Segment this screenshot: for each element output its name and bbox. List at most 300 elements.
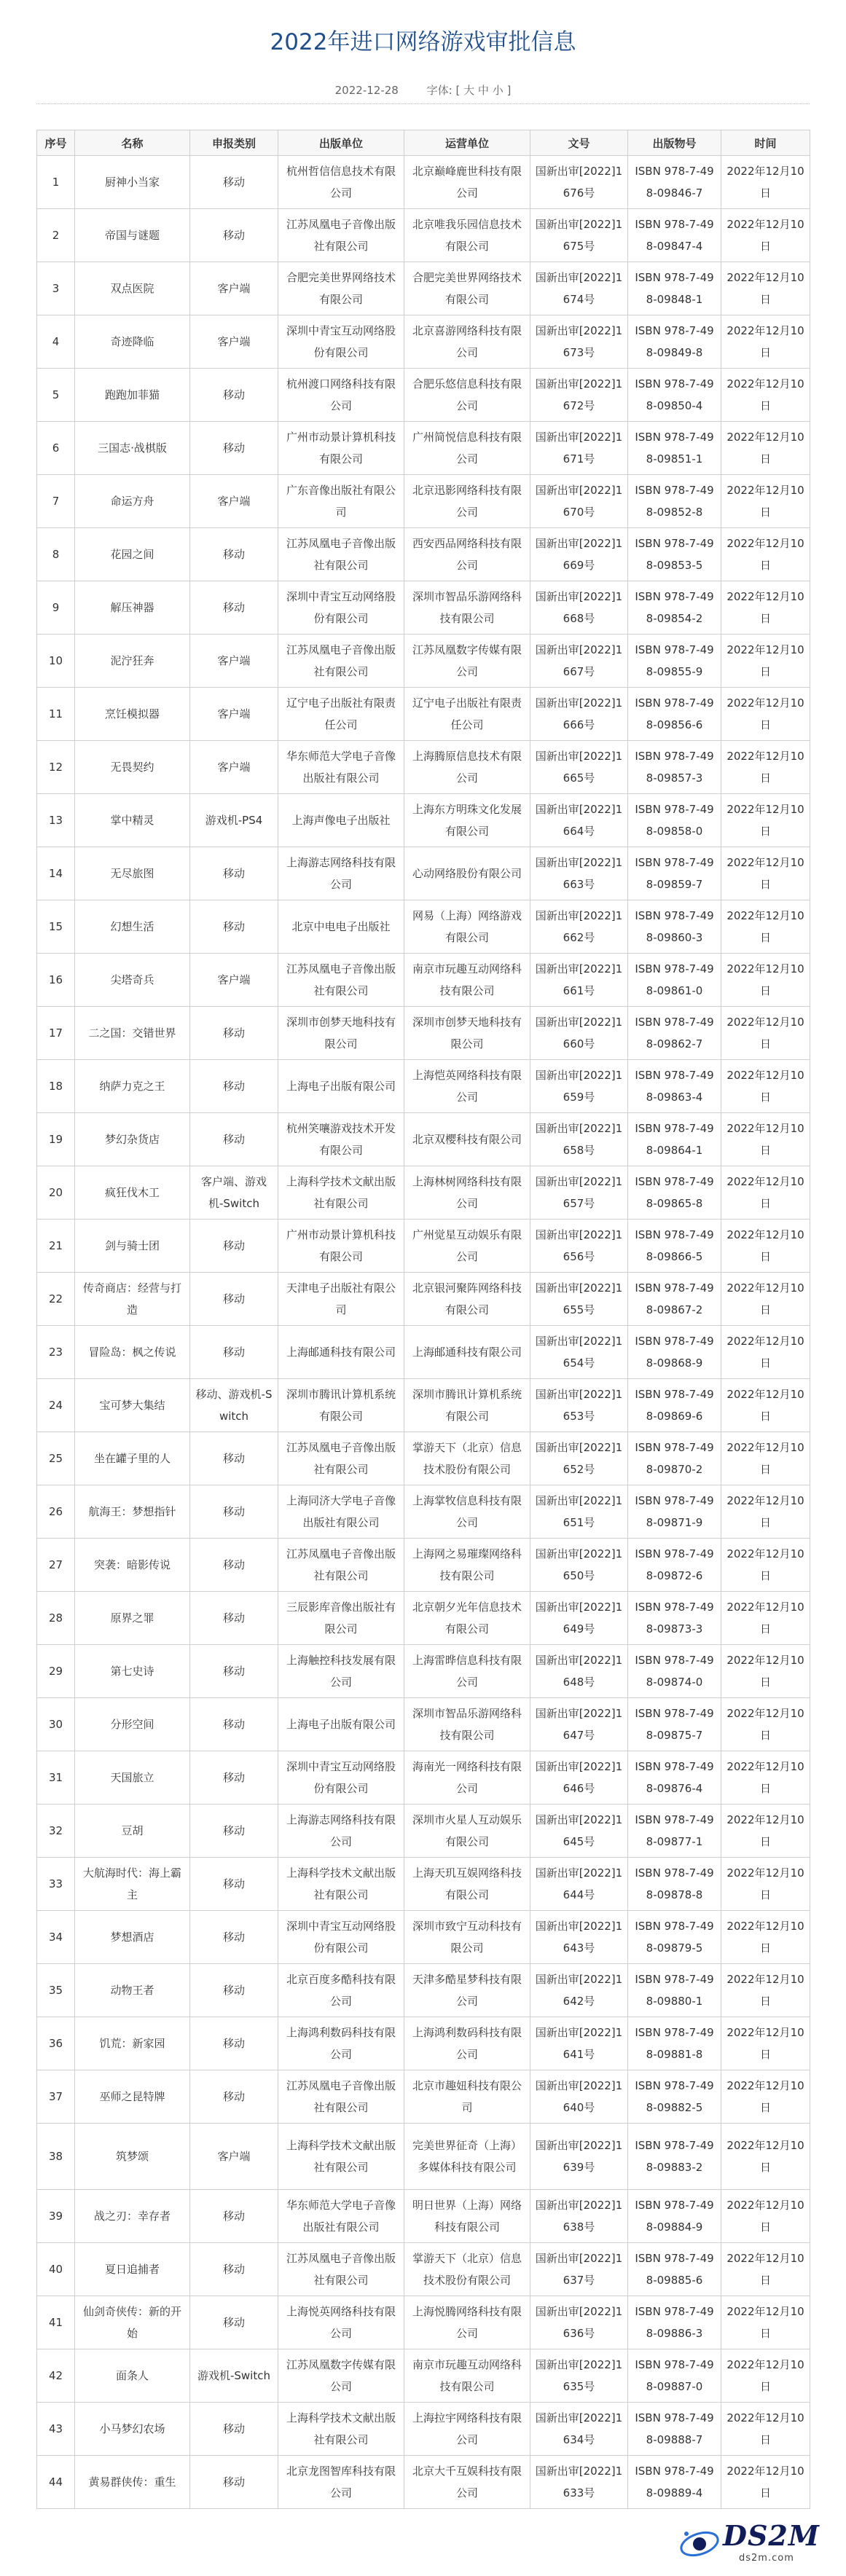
cell-date: 2022年12月10日 xyxy=(721,2403,810,2456)
cell-index: 18 xyxy=(37,1060,75,1113)
table-row xyxy=(37,1273,810,1326)
cell-approval-number: 国新出审[2022]1660号 xyxy=(530,1007,628,1060)
cell-category: 移动 xyxy=(190,1273,278,1326)
table-row xyxy=(37,1911,810,1964)
table-row xyxy=(37,156,810,209)
header-approval-number: 文号 xyxy=(530,130,628,156)
table-row xyxy=(37,2296,810,2349)
cell-operator: 上海悦腾网络科技有限公司 xyxy=(404,2296,530,2349)
cell-name: 剑与骑士团 xyxy=(75,1220,190,1273)
cell-publisher: 北京百度多酷科技有限公司 xyxy=(278,1964,404,2017)
cell-publisher: 合肥完美世界网络技术有限公司 xyxy=(278,262,404,315)
table-row xyxy=(37,1060,810,1113)
cell-isbn: ISBN 978-7-498-09888-7 xyxy=(628,2403,721,2456)
cell-publisher: 上海鸿利数码科技有限公司 xyxy=(278,2017,404,2070)
cell-approval-number: 国新出审[2022]1672号 xyxy=(530,369,628,422)
cell-index: 36 xyxy=(37,2017,75,2070)
cell-category: 移动 xyxy=(190,1220,278,1273)
cell-index: 6 xyxy=(37,422,75,475)
cell-publisher: 上海悦英网络科技有限公司 xyxy=(278,2296,404,2349)
table-row xyxy=(37,209,810,262)
cell-index: 2 xyxy=(37,209,75,262)
header-date: 时间 xyxy=(721,130,810,156)
cell-name: 疯狂伐木工 xyxy=(75,1166,190,1220)
article-meta xyxy=(0,82,846,98)
cell-index: 19 xyxy=(37,1113,75,1166)
cell-operator: 北京双樱科技有限公司 xyxy=(404,1113,530,1166)
table-row xyxy=(37,2124,810,2190)
cell-isbn: ISBN 978-7-498-09864-1 xyxy=(628,1113,721,1166)
cell-category: 移动 xyxy=(190,2403,278,2456)
cell-approval-number: 国新出审[2022]1650号 xyxy=(530,1539,628,1592)
table-row xyxy=(37,635,810,688)
header-operator: 运营单位 xyxy=(404,130,530,156)
cell-index: 21 xyxy=(37,1220,75,1273)
cell-approval-number: 国新出审[2022]1655号 xyxy=(530,1273,628,1326)
cell-publisher: 辽宁电子出版社有限责任公司 xyxy=(278,688,404,741)
cell-name: 命运方舟 xyxy=(75,475,190,528)
cell-category: 游戏机-PS4 xyxy=(190,794,278,847)
table-row xyxy=(37,900,810,954)
cell-operator: 上海网之易璀璨网络科技有限公司 xyxy=(404,1539,530,1592)
cell-isbn: ISBN 978-7-498-09858-0 xyxy=(628,794,721,847)
cell-operator: 北京银河聚阵网络科技有限公司 xyxy=(404,1273,530,1326)
table-row xyxy=(37,2243,810,2296)
cell-operator: 广州简悦信息科技有限公司 xyxy=(404,422,530,475)
cell-name: 无尽旅图 xyxy=(75,847,190,900)
cell-publisher: 江苏凤凰电子音像出版社有限公司 xyxy=(278,2070,404,2124)
cell-date: 2022年12月10日 xyxy=(721,1485,810,1539)
cell-date: 2022年12月10日 xyxy=(721,1113,810,1166)
cell-isbn: ISBN 978-7-498-09861-0 xyxy=(628,954,721,1007)
cell-category: 移动 xyxy=(190,209,278,262)
cell-index: 17 xyxy=(37,1007,75,1060)
cell-operator: 深圳市腾讯计算机系统有限公司 xyxy=(404,1379,530,1432)
cell-publisher: 深圳中青宝互动网络股份有限公司 xyxy=(278,315,404,369)
cell-name: 跑跑加菲猫 xyxy=(75,369,190,422)
cell-date: 2022年12月10日 xyxy=(721,1645,810,1698)
cell-name: 双点医院 xyxy=(75,262,190,315)
cell-isbn: ISBN 978-7-498-09886-3 xyxy=(628,2296,721,2349)
watermark-url: ds2m.com xyxy=(739,2553,794,2564)
cell-operator: 上海雷晔信息科技有限公司 xyxy=(404,1645,530,1698)
cell-category: 移动 xyxy=(190,422,278,475)
cell-publisher: 江苏凤凰电子音像出版社有限公司 xyxy=(278,954,404,1007)
cell-approval-number: 国新出审[2022]1635号 xyxy=(530,2349,628,2403)
cell-operator: 明日世界（上海）网络科技有限公司 xyxy=(404,2190,530,2243)
cell-category: 移动 xyxy=(190,1911,278,1964)
watermark xyxy=(678,2519,831,2567)
cell-name: 小马梦幻农场 xyxy=(75,2403,190,2456)
table-row xyxy=(37,315,810,369)
cell-name: 厨神小当家 xyxy=(75,156,190,209)
cell-date: 2022年12月10日 xyxy=(721,315,810,369)
cell-category: 移动 xyxy=(190,156,278,209)
cell-name: 奇迹降临 xyxy=(75,315,190,369)
cell-index: 28 xyxy=(37,1592,75,1645)
cell-publisher: 江苏凤凰电子音像出版社有限公司 xyxy=(278,1539,404,1592)
table-row xyxy=(37,2403,810,2456)
cell-operator: 掌游天下（北京）信息技术股份有限公司 xyxy=(404,1432,530,1485)
cell-operator: 上海鸿利数码科技有限公司 xyxy=(404,2017,530,2070)
cell-operator: 北京市趣妞科技有限公司 xyxy=(404,2070,530,2124)
cell-name: 战之刃：幸存者 xyxy=(75,2190,190,2243)
cell-isbn: ISBN 978-7-498-09873-3 xyxy=(628,1592,721,1645)
cell-name: 三国志·战棋版 xyxy=(75,422,190,475)
cell-name: 幻想生活 xyxy=(75,900,190,954)
cell-index: 5 xyxy=(37,369,75,422)
cell-approval-number: 国新出审[2022]1641号 xyxy=(530,2017,628,2070)
cell-name: 饥荒：新家园 xyxy=(75,2017,190,2070)
cell-operator: 上海林树网络科技有限公司 xyxy=(404,1166,530,1220)
table-row xyxy=(37,1326,810,1379)
cell-index: 33 xyxy=(37,1858,75,1911)
cell-publisher: 江苏凤凰电子音像出版社有限公司 xyxy=(278,1432,404,1485)
cell-category: 客户端 xyxy=(190,2124,278,2190)
cell-operator: 合肥乐悠信息科技有限公司 xyxy=(404,369,530,422)
table-row xyxy=(37,581,810,635)
cell-operator: 海南光一网络科技有限公司 xyxy=(404,1751,530,1805)
cell-index: 7 xyxy=(37,475,75,528)
table-row xyxy=(37,1539,810,1592)
header-isbn: 出版物号 xyxy=(628,130,721,156)
cell-date: 2022年12月10日 xyxy=(721,528,810,581)
cell-approval-number: 国新出审[2022]1656号 xyxy=(530,1220,628,1273)
cell-approval-number: 国新出审[2022]1652号 xyxy=(530,1432,628,1485)
cell-publisher: 上海科学技术文献出版社有限公司 xyxy=(278,2124,404,2190)
cell-date: 2022年12月10日 xyxy=(721,1911,810,1964)
cell-index: 14 xyxy=(37,847,75,900)
cell-operator: 上海东方明珠文化发展有限公司 xyxy=(404,794,530,847)
cell-isbn: ISBN 978-7-498-09879-5 xyxy=(628,1911,721,1964)
cell-name: 纳萨力克之王 xyxy=(75,1060,190,1113)
table-row xyxy=(37,369,810,422)
cell-date: 2022年12月10日 xyxy=(721,209,810,262)
header-index: 序号 xyxy=(37,130,75,156)
cell-category: 移动 xyxy=(190,581,278,635)
cell-isbn: ISBN 978-7-498-09860-3 xyxy=(628,900,721,954)
cell-name: 夏日追捕者 xyxy=(75,2243,190,2296)
cell-approval-number: 国新出审[2022]1664号 xyxy=(530,794,628,847)
cell-date: 2022年12月10日 xyxy=(721,2296,810,2349)
cell-date: 2022年12月10日 xyxy=(721,581,810,635)
cell-operator: 北京迅影网络科技有限公司 xyxy=(404,475,530,528)
cell-index: 27 xyxy=(37,1539,75,1592)
cell-date: 2022年12月10日 xyxy=(721,900,810,954)
table-row xyxy=(37,1220,810,1273)
cell-publisher: 江苏凤凰电子音像出版社有限公司 xyxy=(278,2243,404,2296)
cell-isbn: ISBN 978-7-498-09875-7 xyxy=(628,1698,721,1751)
cell-name: 梦幻杂货店 xyxy=(75,1113,190,1166)
cell-approval-number: 国新出审[2022]1636号 xyxy=(530,2296,628,2349)
cell-isbn: ISBN 978-7-498-09853-5 xyxy=(628,528,721,581)
cell-index: 11 xyxy=(37,688,75,741)
cell-isbn: ISBN 978-7-498-09889-4 xyxy=(628,2456,721,2509)
cell-isbn: ISBN 978-7-498-09862-7 xyxy=(628,1007,721,1060)
header-publisher: 出版单位 xyxy=(278,130,404,156)
cell-date: 2022年12月10日 xyxy=(721,369,810,422)
cell-date: 2022年12月10日 xyxy=(721,1060,810,1113)
cell-publisher: 华东师范大学电子音像出版社有限公司 xyxy=(278,2190,404,2243)
font-size-large-button[interactable]: 大 xyxy=(463,84,475,97)
cell-publisher: 上海科学技术文献出版社有限公司 xyxy=(278,1166,404,1220)
cell-name: 传奇商店：经营与打造 xyxy=(75,1273,190,1326)
cell-index: 29 xyxy=(37,1645,75,1698)
font-size-label: 字体: xyxy=(426,84,453,97)
cell-operator: 广州觉星互动娱乐有限公司 xyxy=(404,1220,530,1273)
cell-publisher: 广东音像出版社有限公司 xyxy=(278,475,404,528)
cell-name: 尖塔奇兵 xyxy=(75,954,190,1007)
cell-approval-number: 国新出审[2022]1675号 xyxy=(530,209,628,262)
cell-approval-number: 国新出审[2022]1666号 xyxy=(530,688,628,741)
cell-date: 2022年12月10日 xyxy=(721,2456,810,2509)
cell-date: 2022年12月10日 xyxy=(721,1751,810,1805)
cell-name: 原界之罪 xyxy=(75,1592,190,1645)
cell-category: 移动 xyxy=(190,900,278,954)
cell-publisher: 华东师范大学电子音像出版社有限公司 xyxy=(278,741,404,794)
cell-category: 客户端 xyxy=(190,635,278,688)
cell-approval-number: 国新出审[2022]1669号 xyxy=(530,528,628,581)
cell-approval-number: 国新出审[2022]1653号 xyxy=(530,1379,628,1432)
cell-date: 2022年12月10日 xyxy=(721,2124,810,2190)
cell-name: 宝可梦大集结 xyxy=(75,1379,190,1432)
cell-name: 梦想酒店 xyxy=(75,1911,190,1964)
cell-approval-number: 国新出审[2022]1645号 xyxy=(530,1805,628,1858)
cell-approval-number: 国新出审[2022]1657号 xyxy=(530,1166,628,1220)
cell-name: 掌中精灵 xyxy=(75,794,190,847)
cell-date: 2022年12月10日 xyxy=(721,1805,810,1858)
cell-operator: 深圳市致宁互动科技有限公司 xyxy=(404,1911,530,1964)
publish-date: 2022-12-28 xyxy=(334,84,399,97)
cell-isbn: ISBN 978-7-498-09877-1 xyxy=(628,1805,721,1858)
cell-date: 2022年12月10日 xyxy=(721,2070,810,2124)
cell-category: 移动 xyxy=(190,369,278,422)
cell-date: 2022年12月10日 xyxy=(721,1698,810,1751)
cell-index: 24 xyxy=(37,1379,75,1432)
cell-index: 3 xyxy=(37,262,75,315)
cell-isbn: ISBN 978-7-498-09868-9 xyxy=(628,1326,721,1379)
cell-date: 2022年12月10日 xyxy=(721,2349,810,2403)
cell-publisher: 北京中电电子出版社 xyxy=(278,900,404,954)
cell-publisher: 江苏凤凰电子音像出版社有限公司 xyxy=(278,528,404,581)
cell-index: 40 xyxy=(37,2243,75,2296)
table-row xyxy=(37,1858,810,1911)
cell-name: 动物王者 xyxy=(75,1964,190,2017)
cell-operator: 北京唯我乐园信息技术有限公司 xyxy=(404,209,530,262)
table-row xyxy=(37,262,810,315)
cell-index: 38 xyxy=(37,2124,75,2190)
cell-approval-number: 国新出审[2022]1651号 xyxy=(530,1485,628,1539)
cell-date: 2022年12月10日 xyxy=(721,1964,810,2017)
font-size-medium-button[interactable]: 中 xyxy=(477,84,489,97)
cell-name: 大航海时代：海上霸主 xyxy=(75,1858,190,1911)
table-row xyxy=(37,1698,810,1751)
cell-operator: 辽宁电子出版社有限责任公司 xyxy=(404,688,530,741)
cell-name: 帝国与谜题 xyxy=(75,209,190,262)
cell-date: 2022年12月10日 xyxy=(721,422,810,475)
cell-publisher: 北京龙图智库科技有限公司 xyxy=(278,2456,404,2509)
cell-approval-number: 国新出审[2022]1662号 xyxy=(530,900,628,954)
table-row xyxy=(37,1751,810,1805)
cell-operator: 上海天玑互娱网络科技有限公司 xyxy=(404,1858,530,1911)
cell-operator: 合肥完美世界网络技术有限公司 xyxy=(404,262,530,315)
cell-operator: 天津多酷星梦科技有限公司 xyxy=(404,1964,530,2017)
table-row xyxy=(37,2070,810,2124)
cell-isbn: ISBN 978-7-498-09857-3 xyxy=(628,741,721,794)
cell-index: 30 xyxy=(37,1698,75,1751)
cell-category: 移动 xyxy=(190,2190,278,2243)
cell-category: 移动 xyxy=(190,1113,278,1166)
cell-isbn: ISBN 978-7-498-09870-2 xyxy=(628,1432,721,1485)
cell-index: 37 xyxy=(37,2070,75,2124)
cell-category: 客户端 xyxy=(190,688,278,741)
cell-index: 44 xyxy=(37,2456,75,2509)
table-row xyxy=(37,2190,810,2243)
cell-date: 2022年12月10日 xyxy=(721,1432,810,1485)
cell-name: 巫师之昆特牌 xyxy=(75,2070,190,2124)
cell-publisher: 上海科学技术文献出版社有限公司 xyxy=(278,1858,404,1911)
cell-publisher: 江苏凤凰数字传媒有限公司 xyxy=(278,2349,404,2403)
cell-index: 34 xyxy=(37,1911,75,1964)
cell-approval-number: 国新出审[2022]1643号 xyxy=(530,1911,628,1964)
cell-index: 31 xyxy=(37,1751,75,1805)
cell-index: 8 xyxy=(37,528,75,581)
cell-date: 2022年12月10日 xyxy=(721,2190,810,2243)
cell-isbn: ISBN 978-7-498-09865-8 xyxy=(628,1166,721,1220)
cell-index: 41 xyxy=(37,2296,75,2349)
cell-isbn: ISBN 978-7-498-09859-7 xyxy=(628,847,721,900)
cell-isbn: ISBN 978-7-498-09854-2 xyxy=(628,581,721,635)
cell-publisher: 广州市动景计算机科技有限公司 xyxy=(278,1220,404,1273)
cell-isbn: ISBN 978-7-498-09878-8 xyxy=(628,1858,721,1911)
cell-date: 2022年12月10日 xyxy=(721,2017,810,2070)
cell-isbn: ISBN 978-7-498-09871-9 xyxy=(628,1485,721,1539)
cell-publisher: 上海电子出版有限公司 xyxy=(278,1060,404,1113)
cell-approval-number: 国新出审[2022]1639号 xyxy=(530,2124,628,2190)
cell-approval-number: 国新出审[2022]1667号 xyxy=(530,635,628,688)
table-row xyxy=(37,794,810,847)
cell-index: 39 xyxy=(37,2190,75,2243)
cell-category: 移动 xyxy=(190,1007,278,1060)
cell-isbn: ISBN 978-7-498-09846-7 xyxy=(628,156,721,209)
table-row xyxy=(37,422,810,475)
table-row xyxy=(37,847,810,900)
cell-isbn: ISBN 978-7-498-09872-6 xyxy=(628,1539,721,1592)
cell-isbn: ISBN 978-7-498-09880-1 xyxy=(628,1964,721,2017)
cell-approval-number: 国新出审[2022]1648号 xyxy=(530,1645,628,1698)
cell-name: 坐在罐子里的人 xyxy=(75,1432,190,1485)
cell-operator: 完美世界征奇（上海）多媒体科技有限公司 xyxy=(404,2124,530,2190)
table-body xyxy=(37,156,810,2509)
cell-approval-number: 国新出审[2022]1674号 xyxy=(530,262,628,315)
cell-operator: 南京市玩趣互动网络科技有限公司 xyxy=(404,2349,530,2403)
cell-isbn: ISBN 978-7-498-09855-9 xyxy=(628,635,721,688)
cell-isbn: ISBN 978-7-498-09876-4 xyxy=(628,1751,721,1805)
cell-approval-number: 国新出审[2022]1640号 xyxy=(530,2070,628,2124)
cell-date: 2022年12月10日 xyxy=(721,847,810,900)
cell-index: 26 xyxy=(37,1485,75,1539)
cell-operator: 北京喜游网络科技有限公司 xyxy=(404,315,530,369)
cell-index: 25 xyxy=(37,1432,75,1485)
cell-publisher: 江苏凤凰电子音像出版社有限公司 xyxy=(278,209,404,262)
cell-operator: 掌游天下（北京）信息技术股份有限公司 xyxy=(404,2243,530,2296)
cell-operator: 北京大千互娱科技有限公司 xyxy=(404,2456,530,2509)
cell-approval-number: 国新出审[2022]1644号 xyxy=(530,1858,628,1911)
cell-isbn: ISBN 978-7-498-09881-8 xyxy=(628,2017,721,2070)
cell-category: 游戏机-Switch xyxy=(190,2349,278,2403)
table-row xyxy=(37,688,810,741)
cell-date: 2022年12月10日 xyxy=(721,1858,810,1911)
font-size-small-button[interactable]: 小 xyxy=(492,84,504,97)
table-row xyxy=(37,1007,810,1060)
cell-category: 客户端 xyxy=(190,475,278,528)
table-row xyxy=(37,2017,810,2070)
cell-category: 移动 xyxy=(190,2017,278,2070)
cell-name: 泥泞狂奔 xyxy=(75,635,190,688)
cell-publisher: 天津电子出版社有限公司 xyxy=(278,1273,404,1326)
cell-name: 筑梦颂 xyxy=(75,2124,190,2190)
table-row xyxy=(37,1645,810,1698)
cell-index: 1 xyxy=(37,156,75,209)
table-row xyxy=(37,528,810,581)
font-size-bracket-open: [ xyxy=(455,84,461,97)
cell-date: 2022年12月10日 xyxy=(721,2243,810,2296)
cell-approval-number: 国新出审[2022]1661号 xyxy=(530,954,628,1007)
cell-isbn: ISBN 978-7-498-09884-9 xyxy=(628,2190,721,2243)
cell-category: 移动 xyxy=(190,2070,278,2124)
cell-category: 移动 xyxy=(190,1485,278,1539)
cell-category: 客户端 xyxy=(190,262,278,315)
cell-isbn: ISBN 978-7-498-09863-4 xyxy=(628,1060,721,1113)
cell-publisher: 上海触控科技发展有限公司 xyxy=(278,1645,404,1698)
table-row xyxy=(37,1166,810,1220)
cell-name: 航海王：梦想指针 xyxy=(75,1485,190,1539)
cell-index: 42 xyxy=(37,2349,75,2403)
cell-name: 冒险岛：枫之传说 xyxy=(75,1326,190,1379)
cell-category: 客户端 xyxy=(190,954,278,1007)
cell-name: 解压神器 xyxy=(75,581,190,635)
cell-isbn: ISBN 978-7-498-09851-1 xyxy=(628,422,721,475)
cell-publisher: 江苏凤凰电子音像出版社有限公司 xyxy=(278,635,404,688)
cell-date: 2022年12月10日 xyxy=(721,1220,810,1273)
cell-name: 黄易群侠传：重生 xyxy=(75,2456,190,2509)
cell-isbn: ISBN 978-7-498-09856-6 xyxy=(628,688,721,741)
cell-isbn: ISBN 978-7-498-09887-0 xyxy=(628,2349,721,2403)
table-row xyxy=(37,1113,810,1166)
cell-date: 2022年12月10日 xyxy=(721,794,810,847)
cell-publisher: 深圳中青宝互动网络股份有限公司 xyxy=(278,581,404,635)
cell-category: 移动 xyxy=(190,2456,278,2509)
cell-publisher: 深圳中青宝互动网络股份有限公司 xyxy=(278,1911,404,1964)
cell-date: 2022年12月10日 xyxy=(721,1007,810,1060)
cell-isbn: ISBN 978-7-498-09869-6 xyxy=(628,1379,721,1432)
cell-category: 移动 xyxy=(190,1645,278,1698)
cell-approval-number: 国新出审[2022]1673号 xyxy=(530,315,628,369)
cell-index: 10 xyxy=(37,635,75,688)
cell-operator: 深圳市智品乐游网络科技有限公司 xyxy=(404,581,530,635)
cell-name: 豆胡 xyxy=(75,1805,190,1858)
cell-publisher: 上海同济大学电子音像出版社有限公司 xyxy=(278,1485,404,1539)
cell-date: 2022年12月10日 xyxy=(721,741,810,794)
cell-index: 22 xyxy=(37,1273,75,1326)
cell-name: 面条人 xyxy=(75,2349,190,2403)
cell-index: 35 xyxy=(37,1964,75,2017)
cell-approval-number: 国新出审[2022]1663号 xyxy=(530,847,628,900)
cell-approval-number: 国新出审[2022]1670号 xyxy=(530,475,628,528)
cell-operator: 西安西品网络科技有限公司 xyxy=(404,528,530,581)
cell-index: 20 xyxy=(37,1166,75,1220)
cell-approval-number: 国新出审[2022]1665号 xyxy=(530,741,628,794)
